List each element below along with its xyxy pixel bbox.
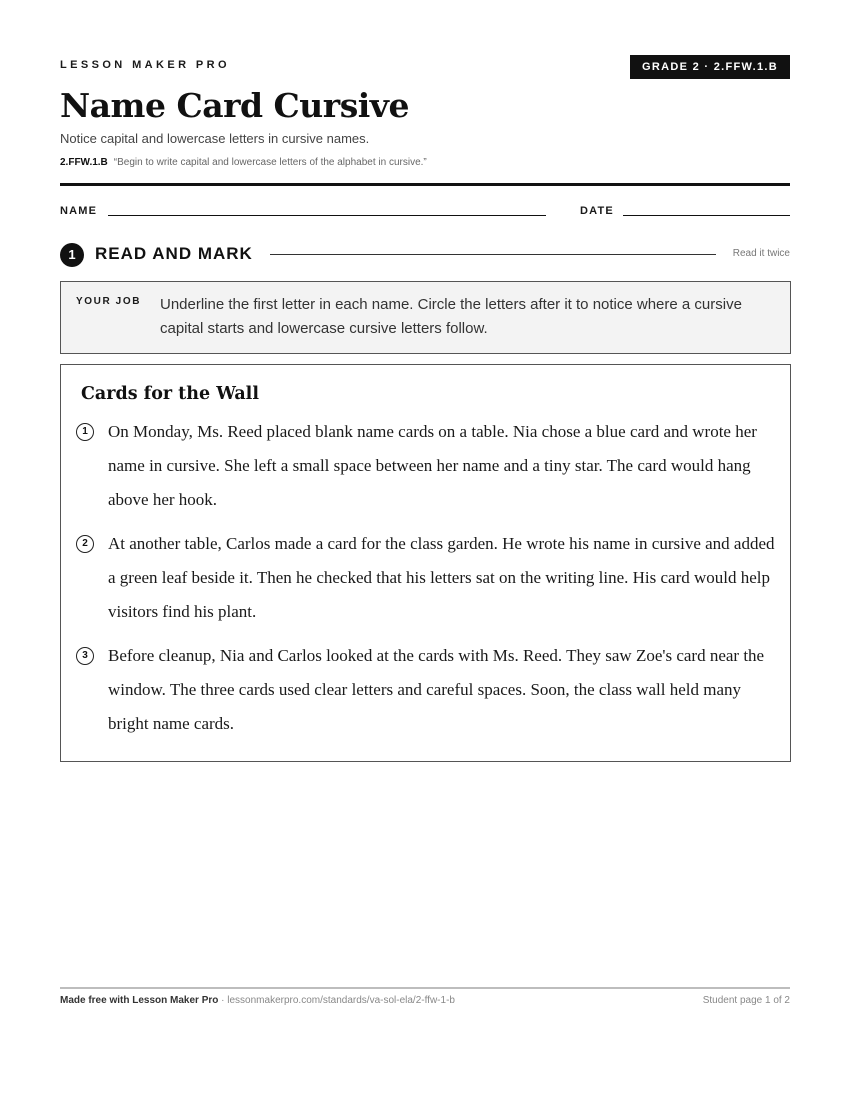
- name-line[interactable]: [108, 215, 546, 216]
- paragraph-number: 3: [76, 647, 94, 665]
- standard-code: 2.FFW.1.B: [60, 157, 108, 168]
- date-label: DATE: [580, 205, 614, 217]
- job-instructions-box: [60, 281, 791, 354]
- paragraph-number: 2: [76, 535, 94, 553]
- page-subtitle: Notice capital and lowercase letters in cursive names.: [60, 131, 370, 146]
- story-box: [60, 364, 791, 762]
- footer-page-number: Student page 1 of 2: [702, 995, 790, 1006]
- story-title: Cards for the Wall: [81, 384, 259, 404]
- section-number-badge: 1: [60, 243, 84, 267]
- grade-badge: GRADE 2 · 2.FFW.1.B: [630, 55, 790, 79]
- footer-credit: [60, 995, 455, 1006]
- brand-name: LESSON MAKER PRO: [60, 59, 230, 71]
- standard-text: “Begin to write capital and lowercase letters of the alphabet in cursive.”: [113, 157, 427, 168]
- section-note: Read it twice: [732, 248, 790, 259]
- footer-divider: [60, 987, 790, 989]
- paragraph-text: Before cleanup, Nia and Carlos looked at the cards with Ms. Reed. They saw Zoe's card near the window. The three cards used clear letters and careful spaces. Soon, the class wall held many bright name cards.: [108, 646, 765, 733]
- job-label: YOUR JOB: [76, 296, 142, 307]
- job-text: Underline the first letter in each name. Circle the letters after it to notice where a cursive capital starts and lowercase cursive letters follow.: [160, 296, 742, 337]
- page-title: Name Card Cursive: [60, 86, 409, 125]
- paragraph-number: 1: [76, 423, 94, 441]
- footer-url[interactable]: · lessonmakerpro.com/standards/va-sol-ela/2-ffw-1-b: [218, 995, 455, 1006]
- date-line[interactable]: [623, 215, 790, 216]
- header-divider: [60, 183, 790, 186]
- standard-reference: [60, 157, 427, 168]
- section-divider: [270, 254, 716, 255]
- name-label: NAME: [60, 205, 98, 217]
- paragraph-text: At another table, Carlos made a card for the class garden. He wrote his name in cursive and added a green leaf beside it. Then he checked that his letters sat on the writing line. His card would help visitors find his plant.: [108, 534, 775, 621]
- paragraph-text: On Monday, Ms. Reed placed blank name cards on a table. Nia chose a blue card and wrote her name in cursive. She left a small space between her name and a tiny star. The card would hang above her hook.: [108, 422, 757, 509]
- section-title: READ AND MARK: [95, 244, 253, 263]
- footer-made-with: Made free with Lesson Maker Pro: [60, 995, 219, 1006]
